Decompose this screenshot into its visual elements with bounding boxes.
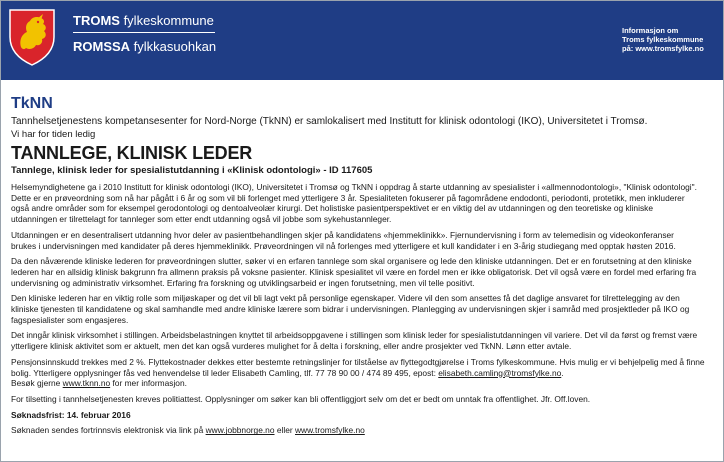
paragraph-apply — [11, 425, 713, 436]
brand-fylkeskommune: fylkeskommune — [119, 13, 214, 28]
application-deadline: Søknadsfrist: 14. februar 2016 — [11, 409, 131, 420]
brand-line-norwegian — [73, 13, 216, 29]
text-line: brukes i undervisningen med kandidater på deres hjemmeklinikk. Prøveordningen vil nå forlenges med ytterligere et kull kandidater i en 3-årig studiegang med opptak høsten 2016. — [11, 240, 676, 251]
text-line: Det inngår klinisk virksomhet i stillingen. Arbeidsbelastningen knyttet til arbeidsoppgavene i stillingen som klinisk leder for spesialistutdanningen vil variere. Det vil da først og fremst være — [11, 330, 698, 341]
text-line: Da den nåværende kliniske lederen for prøveordningen slutter, søker vi en erfaren tannlege som skal organisere og lede den kliniske utdanningen. Det er en forutsetning at den kliniske — [11, 256, 692, 267]
job-subtitle-text: Tannlege, klinisk leder for spesialistutdanning i «Klinisk odontologi» - — [11, 165, 327, 176]
tromsfylke-link[interactable]: www.tromsfylke.no — [294, 425, 365, 436]
text-line: lederen har en allsidig klinisk bakgrunn fra allmenn praksis på voksne pasienter. Klinisk spesialitet vil være en fordel men er ikke obligatorisk. Det vil også være en fordel med erfaring fra — [11, 266, 697, 277]
info-line-3-website[interactable]: på: www.tromsfylke.no — [622, 44, 704, 53]
brand-line-sami — [73, 39, 216, 55]
apply-text: Søknaden sendes fortrinnsvis elektronisk via link på — [11, 425, 206, 436]
org-intro: Tannhelsetjenestens kompetansesenter for Nord-Norge (TkNN) er samlokalisert med Institutt for klinisk odontologi (IKO), Universitetet i Tromsø. — [11, 116, 648, 127]
troms-coat-of-arms-logo — [7, 7, 57, 67]
text-line: utdanningen er tilrettelagt for tannleger som etter endt utdanning også vil jobbe som sykehustannleger. — [11, 214, 392, 225]
paragraph-clinical-work — [11, 330, 713, 351]
text-line: Pensjonsinnskudd trekkes med 2 %. Flyttekostnader dekkes etter bestemte retningslinjer for tilståelse av flyttegodtgjørelse i Troms fylkeskommune. Hvis mulig er vi behjelpelig med å finne — [11, 356, 705, 367]
tknn-website-link[interactable]: www.tknn.no — [62, 378, 111, 389]
text-line: For tilsetting i tannhelsetjenesten kreves politiattest. Opplysninger om søker kan bli offentliggjort selv om det er bedt om unntak fra offentlighet. Jfr. Off.loven. — [11, 393, 591, 404]
job-subtitle — [11, 165, 713, 177]
brand-fylkkasuohkan: fylkkasuohkan — [130, 39, 217, 54]
visit-text: Besøk gjerne — [11, 378, 63, 389]
text-line: Utdanningen er en desentralisert utdanning hvor deler av pasientbehandlingen skjer på kandidatens «hjemmeklinikk». Fjernundervisning i form av telemedisin og videokonferanser — [11, 229, 674, 240]
paragraph-education — [11, 230, 713, 251]
apply-text-or: eller — [274, 425, 295, 436]
job-id: ID 117605 — [329, 165, 373, 176]
contact-email-link[interactable]: elisabeth.camling@tromsfylke.no — [438, 367, 562, 378]
text-line: ytterligere klinisk aktivitet som er aktuelt, men det kan også vurderes mulighet for å delta i forskning, eller andre prosjekter ved TkNN. Lønn etter avtale. — [11, 341, 572, 352]
contact-text-end: . — [561, 367, 564, 378]
brand-troms: TROMS — [73, 13, 120, 28]
brand-romssa: ROMSSA — [73, 39, 131, 54]
vacancy-lead: Vi har for tiden ledig — [11, 129, 96, 140]
header-banner — [1, 1, 723, 80]
text-line: kliniske tjenesten til kandidatene og skal samhandle med andre kliniske lærere som bidrar i undervisningen. Planlegging av undervisningen skjer i samråd med prosjektleder på IKO og — [11, 304, 690, 315]
paragraph-police-certificate — [11, 394, 713, 405]
brand-divider — [73, 32, 215, 33]
info-line-1: Informasjon om — [622, 26, 679, 35]
text-line: Helsemyndighetene ga i 2010 Institutt for klinisk odontologi (IKO), Universitetet i Tromsø og TkNN i oppdrag å starte utdanning av spesialister i «allmennodontologi», "Klinisk odontologi". — [11, 182, 697, 192]
info-line-2: Troms fylkeskommune — [622, 35, 704, 44]
job-title: TANNLEGE, KLINISK LEDER — [11, 143, 253, 163]
text-line: undervisning og administrativ virksomhet. Erfaring fra forskning og utviklingsarbeid er ingen forutsetning, men vil telle positivt. — [11, 277, 475, 288]
paragraph-background — [11, 182, 713, 225]
header-info — [622, 26, 704, 53]
text-line: fagspesialister som engasjeres. — [11, 314, 129, 325]
text-line: også andre områder som for eksempel gerodontologi og dentoalveolær kirurgi. Det holistiske pasientperspektivet er en viktig del av utdanningen og den teoretiske og kliniske — [11, 203, 653, 214]
text-line-visit — [11, 378, 713, 389]
paragraph-requirements — [11, 256, 713, 288]
contact-text: bolig. Ytterligere opplysninger fås ved henvendelse til leder Elisabeth Camling, tlf. 77 78 90 00 / 474 89 495, epost: — [11, 367, 439, 378]
jobbnorge-link[interactable]: www.jobbnorge.no — [205, 425, 275, 436]
text-line-contact — [11, 368, 713, 379]
ad-body — [1, 80, 723, 436]
text-line: Den kliniske lederen har en viktig rolle som miljøskaper og det vil bli lagt vekt på personlige egenskaper. Videre vil den som ansettes få det daglige ansvaret for tilrettelegging av den — [11, 293, 680, 304]
text-line: Dette er en prøveordning som nå har pågått i 6 år og som vil bli forlenget med ytterligere 3 år. Spesialiteten fokuserer på fagområdene endodonti, periodonti, protetikk, men inkluderer — [11, 192, 685, 203]
paragraph-role — [11, 293, 713, 325]
visit-text-end: for mer informasjon. — [110, 378, 187, 389]
paragraph-contact — [11, 357, 713, 389]
org-name: TkNN — [11, 95, 53, 112]
brand-name — [73, 13, 216, 55]
